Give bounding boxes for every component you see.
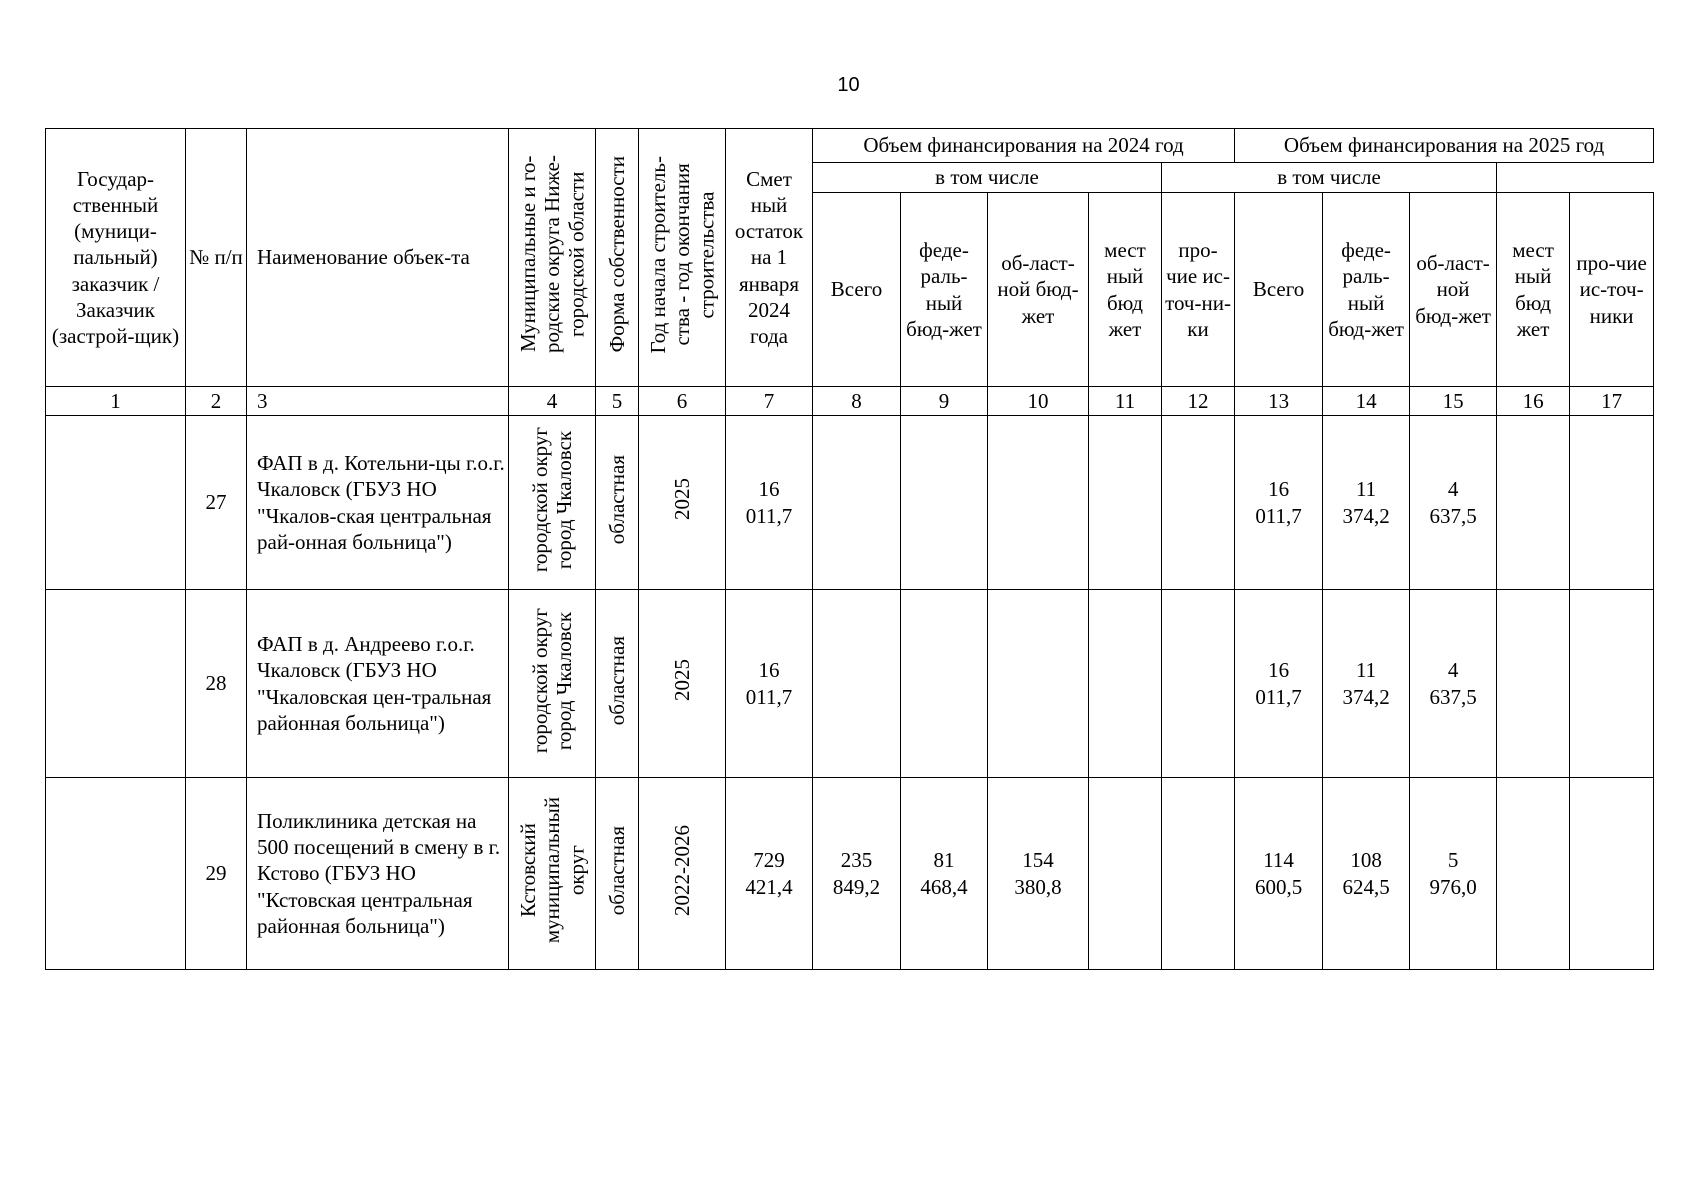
column-number: 3 [247, 387, 509, 416]
cell-estimate: 16 011,7 [726, 590, 813, 778]
column-number: 9 [901, 387, 988, 416]
cell-ownership: областная [596, 778, 639, 970]
column-number: 12 [1162, 387, 1235, 416]
cell-num: 28 [186, 590, 247, 778]
cell-y2024-total: 235 849,2 [813, 778, 901, 970]
cell-y2024-federal [901, 590, 988, 778]
cell-y2024-federal [901, 416, 988, 590]
cell-ownership: областная [596, 416, 639, 590]
column-number: 11 [1089, 387, 1162, 416]
cell-y2025-total: 16 011,7 [1235, 590, 1323, 778]
column-number: 8 [813, 387, 901, 416]
cell-municipality: городской округ город Чкаловск [509, 590, 596, 778]
cell-y2025-total: 16 011,7 [1235, 416, 1323, 590]
header-federal-2025: феде-раль-ный бюд-жет [1323, 193, 1410, 387]
column-number: 16 [1497, 387, 1570, 416]
cell-y2025-local [1497, 778, 1570, 970]
header-customer: Государ-ственный (муници-пальный) заказчик / Заказчик (застрой-щик) [46, 129, 186, 387]
column-number: 1 [46, 387, 186, 416]
cell-object-name: ФАП в д. Котельни-цы г.о.г. Чкаловск (ГБУЗ НО "Чкалов-ская центральная рай-онная больница") [247, 416, 509, 590]
column-number: 5 [596, 387, 639, 416]
column-number: 4 [509, 387, 596, 416]
cell-y2025-regional: 4 637,5 [1410, 416, 1497, 590]
cell-y2024-other [1162, 590, 1235, 778]
cell-y2024-regional [988, 590, 1089, 778]
header-including-2025: в том числе [1162, 163, 1497, 193]
cell-object-name: ФАП в д. Андреево г.о.г. Чкаловск (ГБУЗ НО "Чкаловская цен-тральная районная больница") [247, 590, 509, 778]
header-total-2025: Всего [1235, 193, 1323, 387]
cell-customer [46, 590, 186, 778]
cell-y2024-local [1089, 778, 1162, 970]
header-municipality: Муниципальные и го- родские округа Ниже- городской области [509, 129, 596, 387]
cell-y2025-total: 114 600,5 [1235, 778, 1323, 970]
header-years: Год начала строитель- ства - год окончания строительства [639, 129, 726, 387]
column-numbers-row [46, 387, 1654, 416]
cell-y2025-other [1570, 416, 1654, 590]
header-local-2024: мест ный бюд жет [1089, 193, 1162, 387]
header-estimate: Смет ный остаток на 1 января 2024 года [726, 129, 813, 387]
cell-years: 2025 [639, 590, 726, 778]
cell-y2024-regional [988, 416, 1089, 590]
column-number: 14 [1323, 387, 1410, 416]
column-number: 17 [1570, 387, 1654, 416]
cell-num: 29 [186, 778, 247, 970]
cell-y2024-total [813, 590, 901, 778]
header-other-2024: про-чие ис-точ-ни-ки [1162, 193, 1235, 387]
cell-y2024-other [1162, 416, 1235, 590]
header-federal-2024: феде-раль-ный бюд-жет [901, 193, 988, 387]
page-number: 10 [837, 74, 860, 96]
cell-y2024-other [1162, 778, 1235, 970]
header-including-2024: в том числе [813, 163, 1162, 193]
header-financing-2024: Объем финансирования на 2024 год [813, 129, 1235, 163]
cell-customer [46, 416, 186, 590]
cell-object-name: Поликлиника детская на 500 посещений в смену в г. Кстово (ГБУЗ НО "Кстовская центральная районная больница") [247, 778, 509, 970]
header-financing-2025: Объем финансирования на 2025 год [1235, 129, 1654, 163]
column-number: 2 [186, 387, 247, 416]
cell-y2024-local [1089, 416, 1162, 590]
investment-table [45, 128, 1654, 970]
cell-customer [46, 778, 186, 970]
header-regional-2025: об-ласт-ной бюд-жет [1410, 193, 1497, 387]
cell-y2025-local [1497, 590, 1570, 778]
cell-y2025-federal: 108 624,5 [1323, 778, 1410, 970]
header-local-2025: мест ный бюд жет [1497, 193, 1570, 387]
cell-y2025-other [1570, 590, 1654, 778]
cell-estimate: 729 421,4 [726, 778, 813, 970]
cell-y2024-federal: 81 468,4 [901, 778, 988, 970]
column-number: 7 [726, 387, 813, 416]
cell-municipality: Кстовский муниципальный округ [509, 778, 596, 970]
cell-estimate: 16 011,7 [726, 416, 813, 590]
cell-ownership: областная [596, 590, 639, 778]
header-num: № п/п [186, 129, 247, 387]
table-row [46, 590, 1654, 778]
column-number: 13 [1235, 387, 1323, 416]
header-regional-2024: об-ласт-ной бюд-жет [988, 193, 1089, 387]
cell-y2025-federal: 11 374,2 [1323, 590, 1410, 778]
header-other-2025: про-чие ис-точ-ники [1570, 193, 1654, 387]
header-total-2024: Всего [813, 193, 901, 387]
cell-num: 27 [186, 416, 247, 590]
column-number: 15 [1410, 387, 1497, 416]
header-ownership: Форма собственности [596, 129, 639, 387]
cell-y2024-local [1089, 590, 1162, 778]
table-row [46, 416, 1654, 590]
cell-y2025-federal: 11 374,2 [1323, 416, 1410, 590]
cell-y2025-regional: 5 976,0 [1410, 778, 1497, 970]
cell-years: 2022-2026 [639, 778, 726, 970]
column-number: 10 [988, 387, 1089, 416]
cell-y2025-regional: 4 637,5 [1410, 590, 1497, 778]
cell-y2025-local [1497, 416, 1570, 590]
cell-y2025-other [1570, 778, 1654, 970]
cell-municipality: городской округ город Чкаловск [509, 416, 596, 590]
cell-y2024-total [813, 416, 901, 590]
cell-years: 2025 [639, 416, 726, 590]
table-row [46, 778, 1654, 970]
cell-y2024-regional: 154 380,8 [988, 778, 1089, 970]
header-object-name: Наименование объек-та [247, 129, 509, 387]
column-number: 6 [639, 387, 726, 416]
